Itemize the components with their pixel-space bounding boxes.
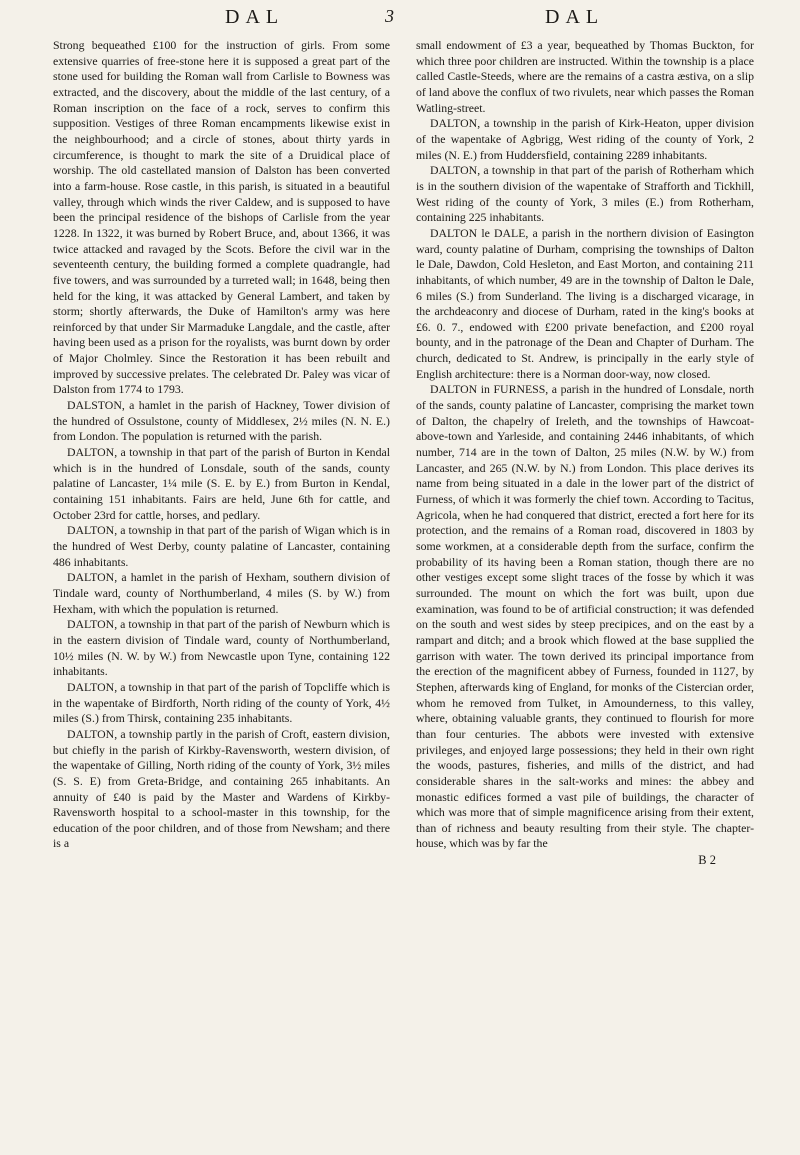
entry-dalton-croft: DALTON, a township partly in the parish of Croft, eastern division, but chiefly in the parish of Kirkby-Ravensworth, western division, of the wapentake of Gilling, North riding of the county of York, 3½ miles (S. S. E) from Greta-Bridge, and containing 265 inhabitants. An annuity of £40 is paid by the Master and Wardens of Kirkby-Ravensworth hospital to a school-master in this township, for the education of the poor children, and of those from Newsham; and there is a xyxy=(53,726,390,851)
running-head-left: DAL xyxy=(225,6,285,28)
left-column xyxy=(53,38,390,1143)
paragraph-dalston-continued: Strong bequeathed £100 for the instruction of girls. From some extensive quarries of free-stone here it is supposed a great part of the stone used for building the Roman wall from Carlisle to Bowness was extracted, and the discovery, about the middle of the last century, of a Roman inscription on the face of a rock, serves to confirm this supposition. Vestiges of three Roman encampments likewise exist in the neighbourhood; and a circle of stones, about thirty yards in circumference, is thought to mark the site of a Druidical place of worship. The old castellated mansion of Dalston has been converted into a farm-house. Rose castle, in this parish, is situated in a beautiful valley, through which winds the river Caldew, and is supposed to have been the principal residence of the bishops of Carlisle from the year 1228. In 1322, it was burned by Robert Bruce, and, about 1366, it was twice attacked and ravaged by the Scots. Before the civil war in the seventeenth century, the building formed a complete quadrangle, had five towers, and was surrounded by a turreted wall; in 1648, being then held for the king, it was attacked by General Lambert, and taken by storm; shortly afterwards, the Duke of Hamilton's army was here reinforced by that under Sir Marmaduke Langdale, and the castle, after having been used as a prison for the royalists, was burnt down by order of Major Cholmley. Since the Restoration it has been rebuilt and improved by successive prelates. The celebrated Dr. Paley was vicar of Dalston from 1774 to 1793. xyxy=(53,38,390,397)
entry-dalton-newburn: DALTON, a township in that part of the parish of Newburn which is in the eastern division of Tindale ward, county of Northumberland, 10½ miles (N. W. by W.) from Newcastle upon Tyne, containing 122 inhabitants. xyxy=(53,617,390,679)
running-head-right: DAL xyxy=(545,6,605,28)
entry-dalton-wigan: DALTON, a township in that part of the parish of Wigan which is in the hundred of West Derby, county palatine of Lancaster, containing 486 inhabitants. xyxy=(53,523,390,569)
signature-mark: B 2 xyxy=(698,853,716,868)
entry-dalton-rotherham: DALTON, a township in that part of the parish of Rotherham which is in the southern division of the wapentake of Strafforth and Tickhill, West riding of the county of York, 3 miles (E.) from Rotherham, containing 225 inhabitants. xyxy=(416,163,754,225)
entry-dalton-hexham: DALTON, a hamlet in the parish of Hexham, southern division of Tindale ward, county of Northumberland, 4 miles (S. by W.) from Hexham, with which the population is returned. xyxy=(53,570,390,616)
paragraph-dalton-croft-continued: small endowment of £3 a year, bequeathed by Thomas Buckton, for which three poor children are instructed. Within the township is a place called Castle-Steeds, where are the remains of a castra æstiva, on a slip of land above the conflux of two rivulets, near which passes the Roman Watling-street. xyxy=(416,38,754,115)
page-number: 3 xyxy=(385,6,394,26)
entry-dalton-le-dale: DALTON le DALE, a parish in the northern division of Easington ward, county palatine of Durham, comprising the townships of Dalton le Dale, Dawdon, Cold Hesleton, and East Morton, and containing 211 inhabitants, of which number, 49 are in the township of Dalton le Dale, 6 miles (S.) from Sunderland. The living is a discharged vicarage, in the archdeaconry and diocese of Durham, rated in the king's books at £6. 0. 7., endowed with £200 private benefaction, and £200 royal bounty, and in the patronage of the Dean and Chapter of Durham. The church, dedicated to St. Andrew, is principally in the early style of English architecture: there is a Norman door-way, now closed. xyxy=(416,225,754,381)
entry-dalton-topcliffe: DALTON, a township in that part of the parish of Topcliffe which is in the wapentake of Birdforth, North riding of the county of York, 4½ miles (S.) from Thirsk, containing 235 inhabitants. xyxy=(53,679,390,726)
entry-dalston-hackney: DALSTON, a hamlet in the parish of Hackney, Tower division of the hundred of Ossulstone, county of Middlesex, 2½ miles (N. N. E.) from London. The population is returned with the parish. xyxy=(53,398,390,444)
right-column xyxy=(416,38,754,1143)
entry-dalton-kirk-heaton: DALTON, a township in the parish of Kirk-Heaton, upper division of the wapentake of Agbrigg, West riding of the county of York, 2 miles (N. E.) from Huddersfield, containing 2289 inhabitants. xyxy=(416,116,754,162)
entry-dalton-burton: DALTON, a township in that part of the parish of Burton in Kendal which is in the hundred of Lonsdale, south of the sands, county palatine of Lancaster, 1¼ mile (S. E. by E.) from Burton in Kendal, containing 151 inhabitants. Fairs are held, June 6th for cattle, and October 23rd for cattle, horses, and pedlary. xyxy=(53,445,390,522)
running-head xyxy=(0,6,800,30)
entry-dalton-in-furness: DALTON in FURNESS, a parish in the hundred of Lonsdale, north of the sands, county palatine of Lancaster, comprising the market town of Dalton, the chapelry of Ireleth, and the townships of Hawcoat-above-town and Yarleside, and containing 2446 inhabitants, of which number, 714 are in the town of Dalton, 25 miles (N.W. by W.) from Lancaster, and 265 (N.W. by N.) from London. This place derives its name from being situated in a dale in the lower part of the district of Furness, of which it was formerly the chief town. According to Tacitus, Agricola, when he had conquered that district, erected a fort here for its protection, and the remains of a Roman road, discovered in 1803 by some workmen, at a considerable depth from the surface, confirm the probability of its having been a Roman station, though there are no other vestiges except some slight traces of the fosse by which it was surrounded. The mount on which the fort was built, upon due examination, was found to be of artificial construction; it was defended on the south and west sides by steep precipices, and on the east by a rampart and ditch; and a brook which flowed at the base supplied the garrison with water. The town derived its principal importance from the erection of the magnificent abbey of Furness, founded in 1127, by Stephen, afterwards king of England, for monks of the Cistercian order, whom he removed from Tulket, in Amounderness, to this valley, where, obtaining valuable grants, they continued to flourish for more than four centuries. The abbots were invested with extensive privileges, and enjoyed large possessions; they held in their own right the woods, pastures, fisheries, and mills of the district, and had considerable shares in the salt-works and mines: the abbey and monastic edifices formed a vast pile of buildings, the character of which was more that of simple magnificence arising from their extent, than of richness and beauty resulting from their style. The chapter-house, which was by far the xyxy=(416,382,754,851)
